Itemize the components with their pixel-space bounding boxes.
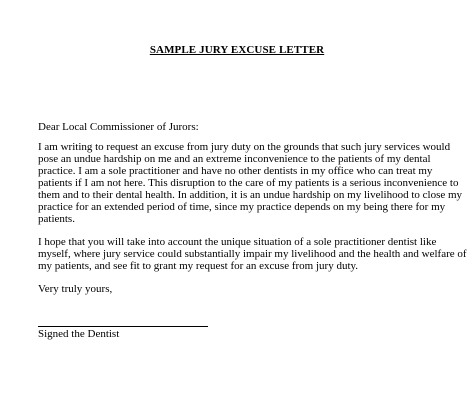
paragraph-line: I am writing to request an excuse from jury duty on the grounds that such jury services would	[38, 141, 451, 153]
body-paragraph-1	[38, 141, 463, 225]
closing: Very truly yours,	[38, 283, 113, 295]
paragraph-line: I hope that you will take into account the unique situation of a sole practitioner dentist like	[38, 236, 437, 248]
body-paragraph-2	[38, 236, 467, 272]
signature-line	[38, 326, 208, 327]
paragraph-line: patients.	[38, 213, 75, 225]
paragraph-line: practice. I am a sole practitioner and have no other dentists in my office who can treat my	[38, 165, 433, 177]
paragraph-line: pose an undue hardship on me and an extreme inconvenience to the patients of my dental	[38, 153, 431, 165]
paragraph-line: patients if I am not here. This disruption to the care of my patients is a serious inconvenience to	[38, 177, 459, 189]
letter-title: SAMPLE JURY EXCUSE LETTER	[149, 44, 325, 56]
paragraph-line: myself, where jury service could substantially impair my livelihood and the health and welfare of	[38, 248, 467, 260]
salutation: Dear Local Commissioner of Jurors:	[38, 121, 199, 133]
paragraph-line: them and to their dental health. In addition, it is an undue hardship on my livelihood to close my	[38, 189, 463, 201]
paragraph-line: my patients, and see fit to grant my request for an excuse from jury duty.	[38, 260, 359, 272]
paragraph-line: practice for an extended period of time, since my practice depends on my being there for my	[38, 201, 446, 213]
signature-label: Signed the Dentist	[38, 328, 120, 340]
